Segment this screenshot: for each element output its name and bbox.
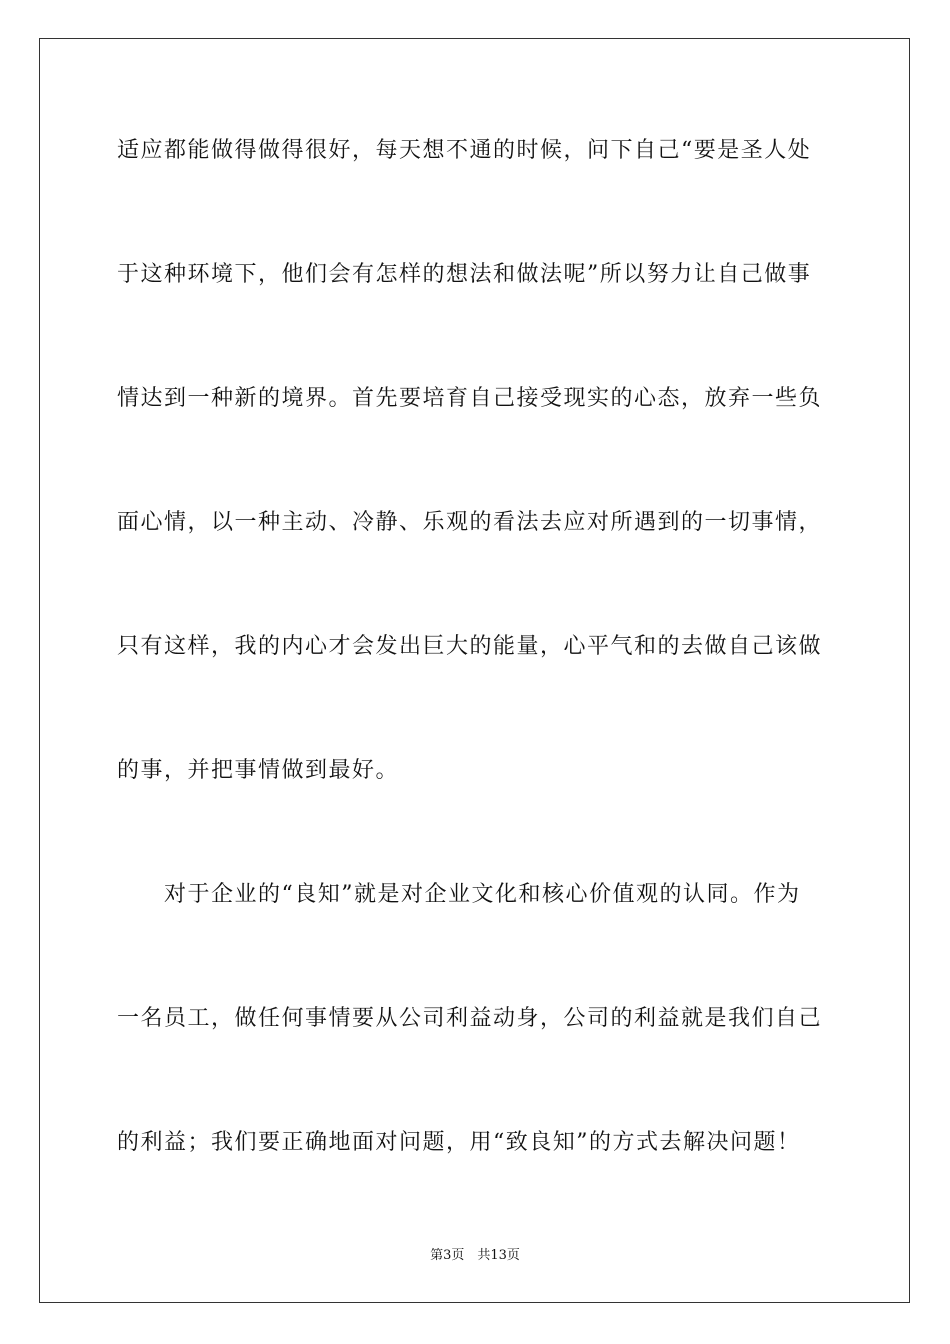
body-text-line-3: 情达到一种新的境界。首先要培育自己接受现实的心态，放弃一些负 [117,386,823,411]
body-text-line-8: 一名员工，做任何事情要从公司利益动身，公司的利益就是我们自己 [117,1006,823,1031]
body-text-line-7: 对于企业的“良知”就是对企业文化和核心价值观的认同。作为 [117,882,801,907]
body-text-line-2: 于这种环境下，他们会有怎样的想法和做法呢”所以努力让自己做事 [117,262,812,287]
body-text-line-1: 适应都能做得做得很好，每天想不通的时候，问下自己“要是圣人处 [117,138,812,163]
body-text-line-5: 只有这样，我的内心才会发出巨大的能量，心平气和的去做自己该做 [117,634,823,659]
page-border [39,38,910,1303]
body-text-line-4: 面心情，以一种主动、冷静、乐观的看法去应对所遇到的一切事情， [117,510,823,535]
body-text-line-9: 的利益；我们要正确地面对问题，用“致良知”的方式去解决问题！ [117,1130,801,1155]
page-number-footer: 第3页 共13页 [430,1248,520,1263]
body-text-line-6: 的事，并把事情做到最好。 [117,758,400,783]
